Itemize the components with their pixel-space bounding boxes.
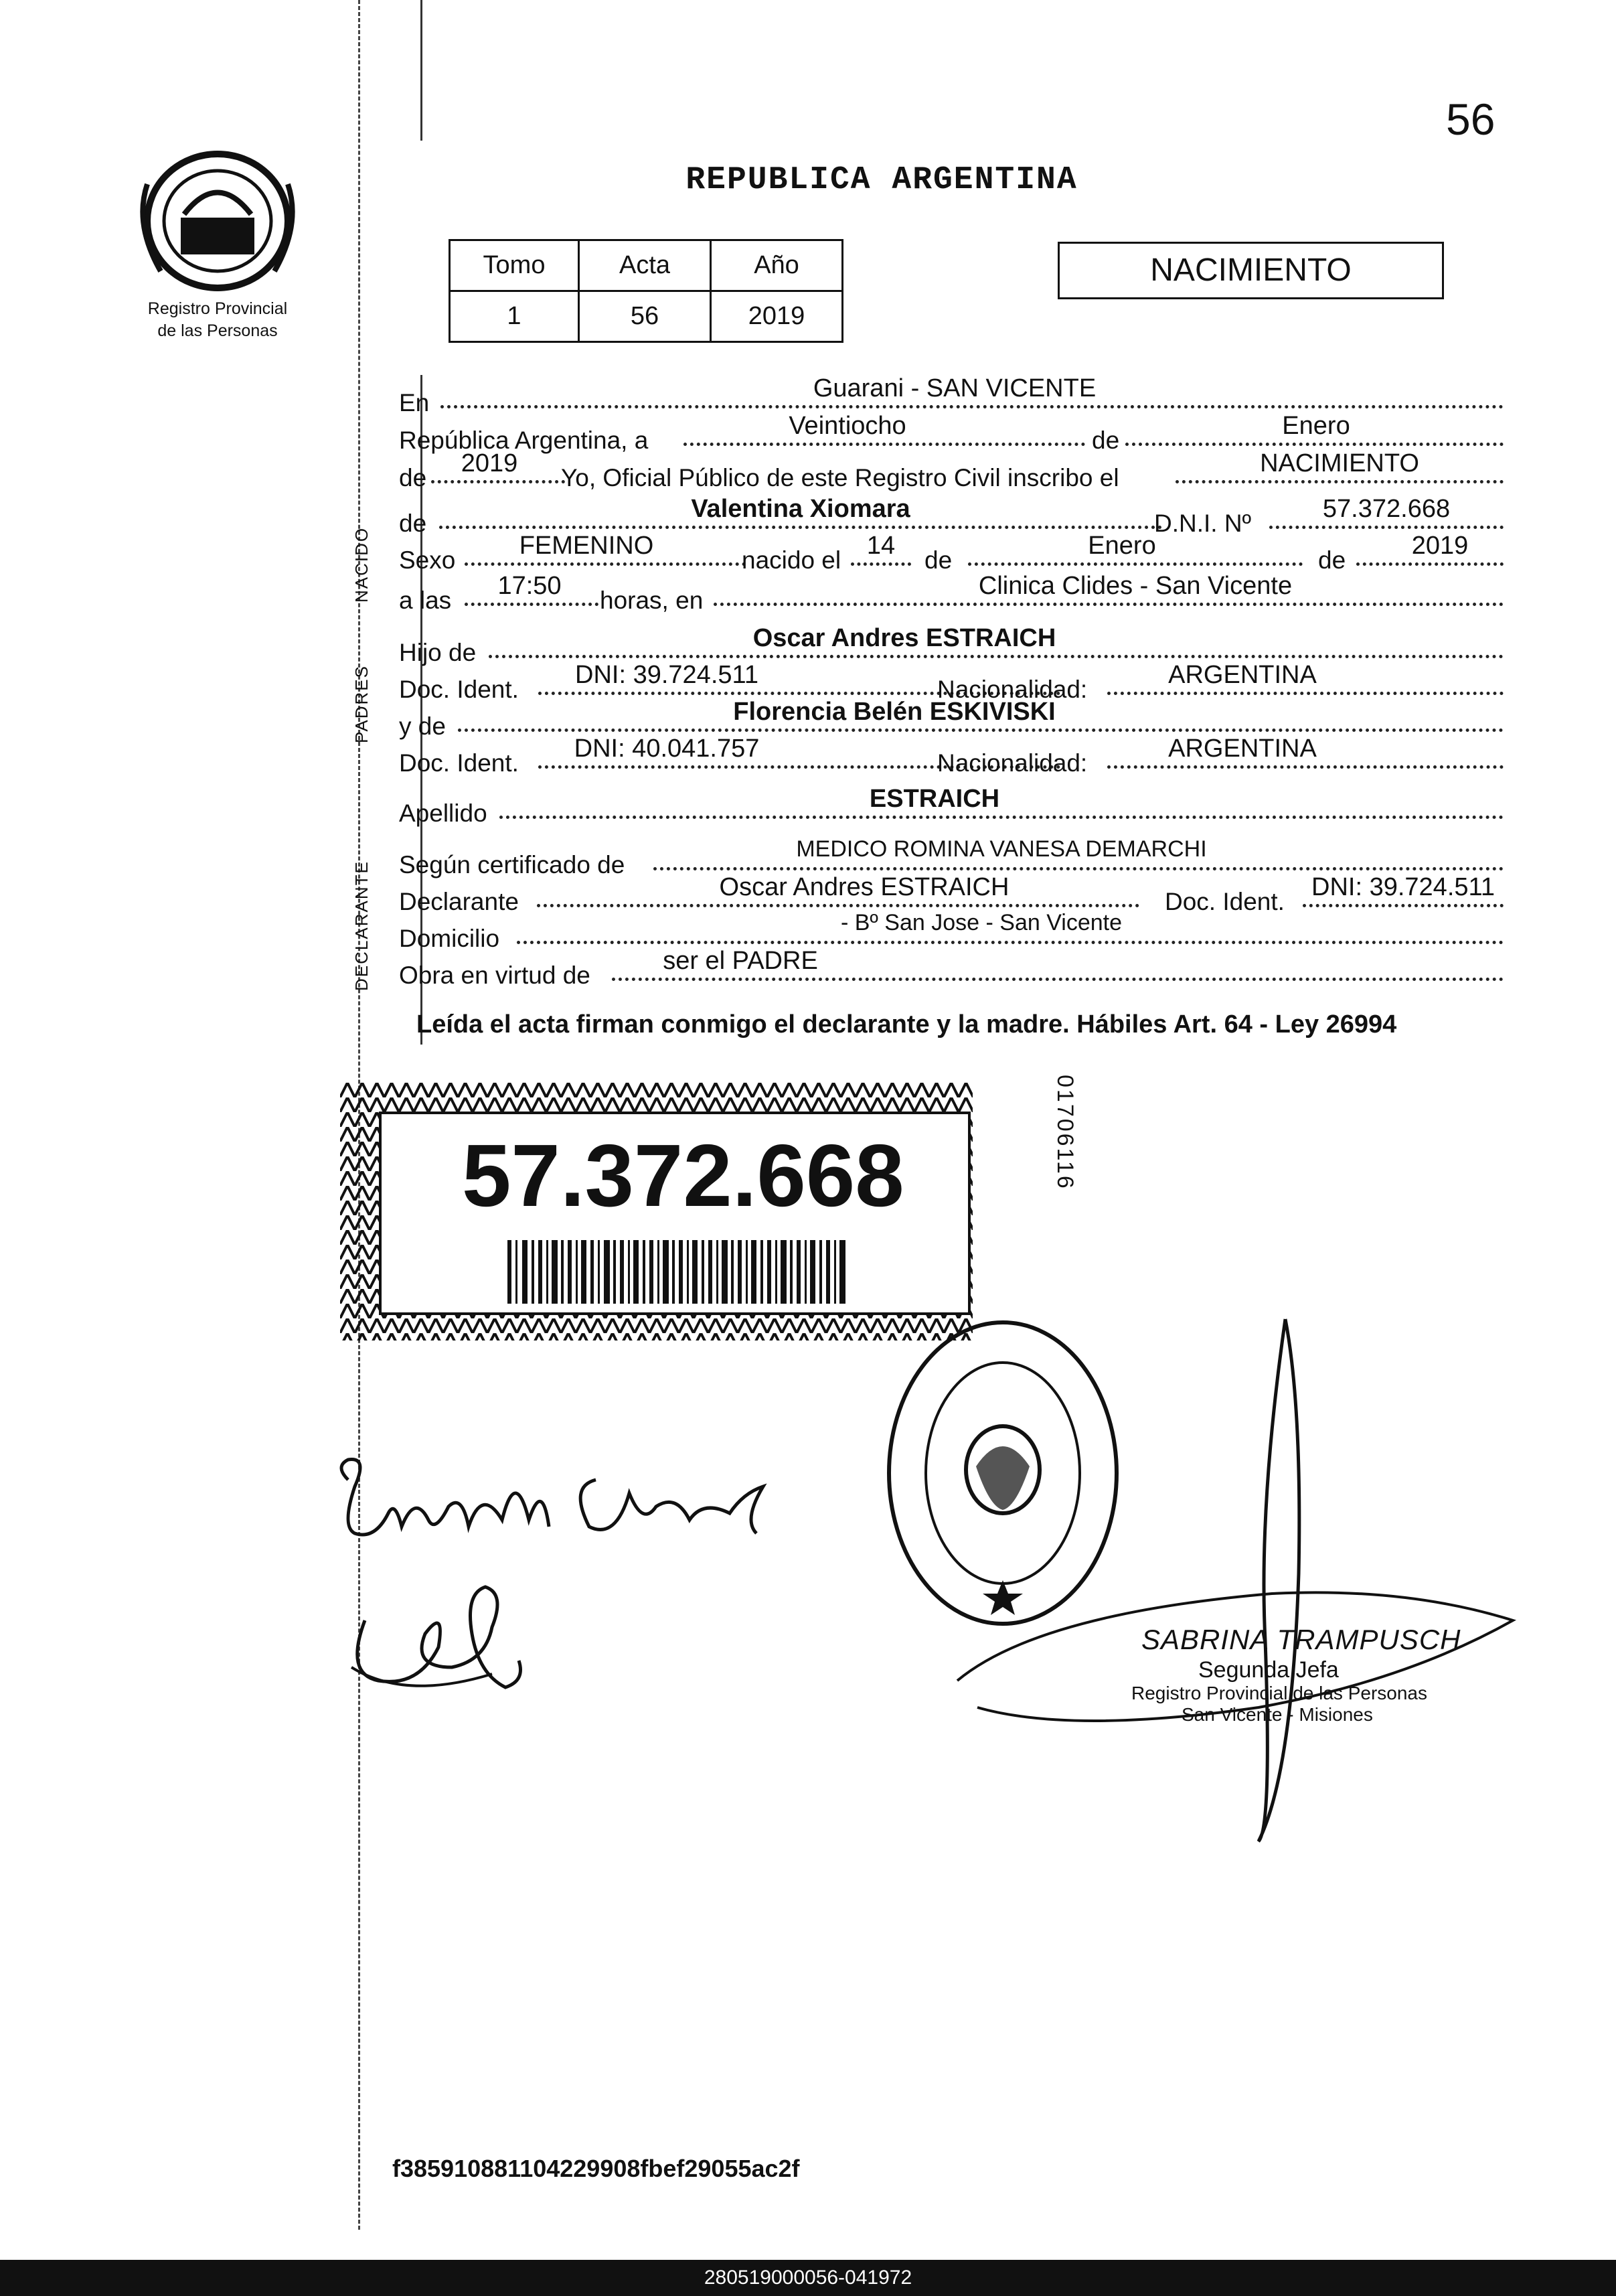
margin-solid-line-top: [420, 0, 422, 141]
leader-dots: [851, 562, 911, 566]
closing-statement: Leída el acta firman conmigo el declarante y la madre. Hábiles Art. 64 - Ley 26994: [416, 1010, 1397, 1039]
leader-dots: [1269, 526, 1504, 529]
side-label-declarante: DECLARANTE: [351, 860, 372, 991]
value-inscribo: NACIMIENTO: [1260, 449, 1419, 477]
value-padre: Oscar Andres ESTRAICH: [752, 624, 1056, 652]
field-row-madre-doc: [399, 735, 1504, 777]
label-doc-ident: Doc. Ident.: [399, 676, 519, 703]
value-anio: 2019: [461, 449, 518, 477]
value-declarante-doc: DNI: 39.724.511: [1311, 873, 1495, 901]
leader-dots: [537, 904, 1139, 907]
value-sexo: FEMENINO: [519, 532, 654, 560]
value-nac-anio: 2019: [1411, 532, 1469, 560]
footer-id-bar: 280519000056-041972: [0, 2260, 1616, 2296]
label-inscribo: Yo, Oficial Público de este Registro Civil inscribo el: [561, 464, 1119, 491]
official-signature-graphic: [937, 1306, 1593, 1855]
value-padre-nac: ARGENTINA: [1168, 661, 1317, 689]
value-nombre: Valentina Xiomara: [691, 495, 910, 523]
value-dni: 57.372.668: [1322, 495, 1451, 523]
label-de-nombre: de: [399, 510, 427, 537]
leader-dots: [1356, 562, 1504, 566]
value-tomo: 1: [450, 291, 579, 342]
value-apellido: ESTRAICH: [869, 785, 1000, 813]
label-domicilio: Domicilio: [399, 925, 500, 952]
official-org-line-1: Registro Provincial de las Personas: [1131, 1683, 1427, 1703]
leader-dots: [1303, 904, 1504, 907]
label-horas-en: horas, en: [600, 587, 704, 614]
leader-dots: [440, 405, 1504, 408]
value-padre-doc: DNI: 39.724.511: [575, 661, 758, 689]
registry-table: [449, 239, 843, 343]
leader-dots: [439, 526, 1162, 529]
label-apellido: Apellido: [399, 799, 487, 827]
value-mes: Enero: [1282, 412, 1350, 440]
field-row-hora: [399, 572, 1504, 615]
document-number: 57.372.668: [462, 1126, 904, 1225]
official-role: Segunda Jefa: [1198, 1657, 1339, 1683]
registry-org-label: [117, 298, 318, 342]
leader-dots: [1125, 443, 1504, 446]
value-madre-nac: ARGENTINA: [1168, 735, 1317, 763]
label-sexo: Sexo: [399, 546, 456, 574]
header-acta: Acta: [579, 240, 711, 291]
side-label-padres: PADRES: [351, 665, 372, 743]
value-place: Guarani - SAN VICENTE: [813, 374, 1097, 402]
document-title: REPUBLICA ARGENTINA: [685, 162, 1078, 198]
label-nacionalidad-madre: Nacionalidad:: [937, 749, 1088, 777]
record-type-box: NACIMIENTO: [1058, 242, 1444, 299]
sticker-serial: 01706116: [1052, 1075, 1078, 1191]
label-doc-ident-madre: Doc. Ident.: [399, 749, 519, 777]
label-de-anio2: de: [1318, 546, 1346, 574]
value-nac-mes: Enero: [1088, 532, 1156, 560]
value-nac-dia: 14: [866, 532, 896, 560]
value-declarante: Oscar Andres ESTRAICH: [719, 873, 1009, 901]
document-hash: f385910881104229908fbef29055ac2f: [392, 2155, 800, 2182]
leader-dots: [714, 603, 1504, 606]
leader-dots: [465, 562, 746, 566]
field-row-domicilio: [399, 910, 1504, 953]
value-hora: 17:50: [497, 572, 562, 600]
label-de-mes: de: [924, 546, 953, 574]
leader-dots: [465, 603, 598, 606]
label-en: En: [399, 389, 430, 416]
leader-dots: [683, 443, 1085, 446]
value-madre-doc: DNI: 40.041.757: [574, 735, 760, 763]
label-republica: República Argentina, a: [399, 427, 649, 454]
field-row-sexo: [399, 532, 1504, 575]
label-declarante: Declarante: [399, 888, 519, 915]
label-nacido-el: nacido el: [742, 546, 841, 574]
madre-signature-graphic: [338, 1567, 539, 1721]
label-nacionalidad: Nacionalidad:: [937, 676, 1088, 703]
value-lugar: Clinica Clides - San Vicente: [978, 572, 1293, 600]
leader-dots: [1107, 765, 1504, 769]
label-hijo-de: Hijo de: [399, 639, 477, 666]
org-line-1: Registro Provincial: [147, 299, 288, 318]
label-obra: Obra en virtud de: [399, 962, 590, 989]
label-y-de: y de: [399, 712, 446, 740]
value-domicilio: - Bº San Jose - San Vicente: [840, 910, 1123, 935]
value-certificado: MEDICO ROMINA VANESA DEMARCHI: [796, 836, 1207, 862]
leader-dots: [1107, 692, 1504, 695]
leader-dots: [653, 867, 1504, 870]
label-de: de: [1092, 427, 1120, 454]
field-row-obra: [399, 947, 1504, 990]
leader-dots: [431, 480, 565, 483]
leader-dots: [499, 816, 1504, 819]
field-row-inscribo: [399, 449, 1504, 492]
value-dia: Veintiocho: [789, 412, 906, 440]
label-dni: D.N.I. Nº: [1154, 510, 1252, 537]
official-org-line-2: San Vicente - Misiones: [1182, 1704, 1373, 1725]
header-tomo: Tomo: [450, 240, 579, 291]
leader-dots: [517, 941, 1504, 944]
org-line-2: de las Personas: [157, 321, 278, 340]
label-doc-ident-declarante: Doc. Ident.: [1165, 888, 1285, 915]
field-row-apellido: [399, 785, 1504, 828]
official-name: SABRINA TRAMPUSCH: [1141, 1624, 1461, 1655]
leader-dots: [458, 729, 1504, 732]
leader-dots: [489, 655, 1504, 658]
value-madre: Florencia Belén ESKIVISKI: [733, 698, 1056, 726]
value-obra: ser el PADRE: [663, 947, 818, 975]
label-a-las: a las: [399, 587, 452, 614]
value-acta: 56: [579, 291, 711, 342]
label-certificado: Según certificado de: [399, 851, 625, 878]
value-anio: 2019: [711, 291, 843, 342]
leader-dots: [1176, 480, 1504, 483]
header-anio: Año: [711, 240, 843, 291]
leader-dots: [612, 978, 1504, 981]
declarante-signature-graphic: [328, 1440, 783, 1574]
page-number: 56: [1446, 94, 1496, 144]
label-de-anio: de: [399, 464, 427, 491]
side-label-nacido: NACIDO: [351, 526, 372, 603]
leader-dots: [968, 562, 1303, 566]
